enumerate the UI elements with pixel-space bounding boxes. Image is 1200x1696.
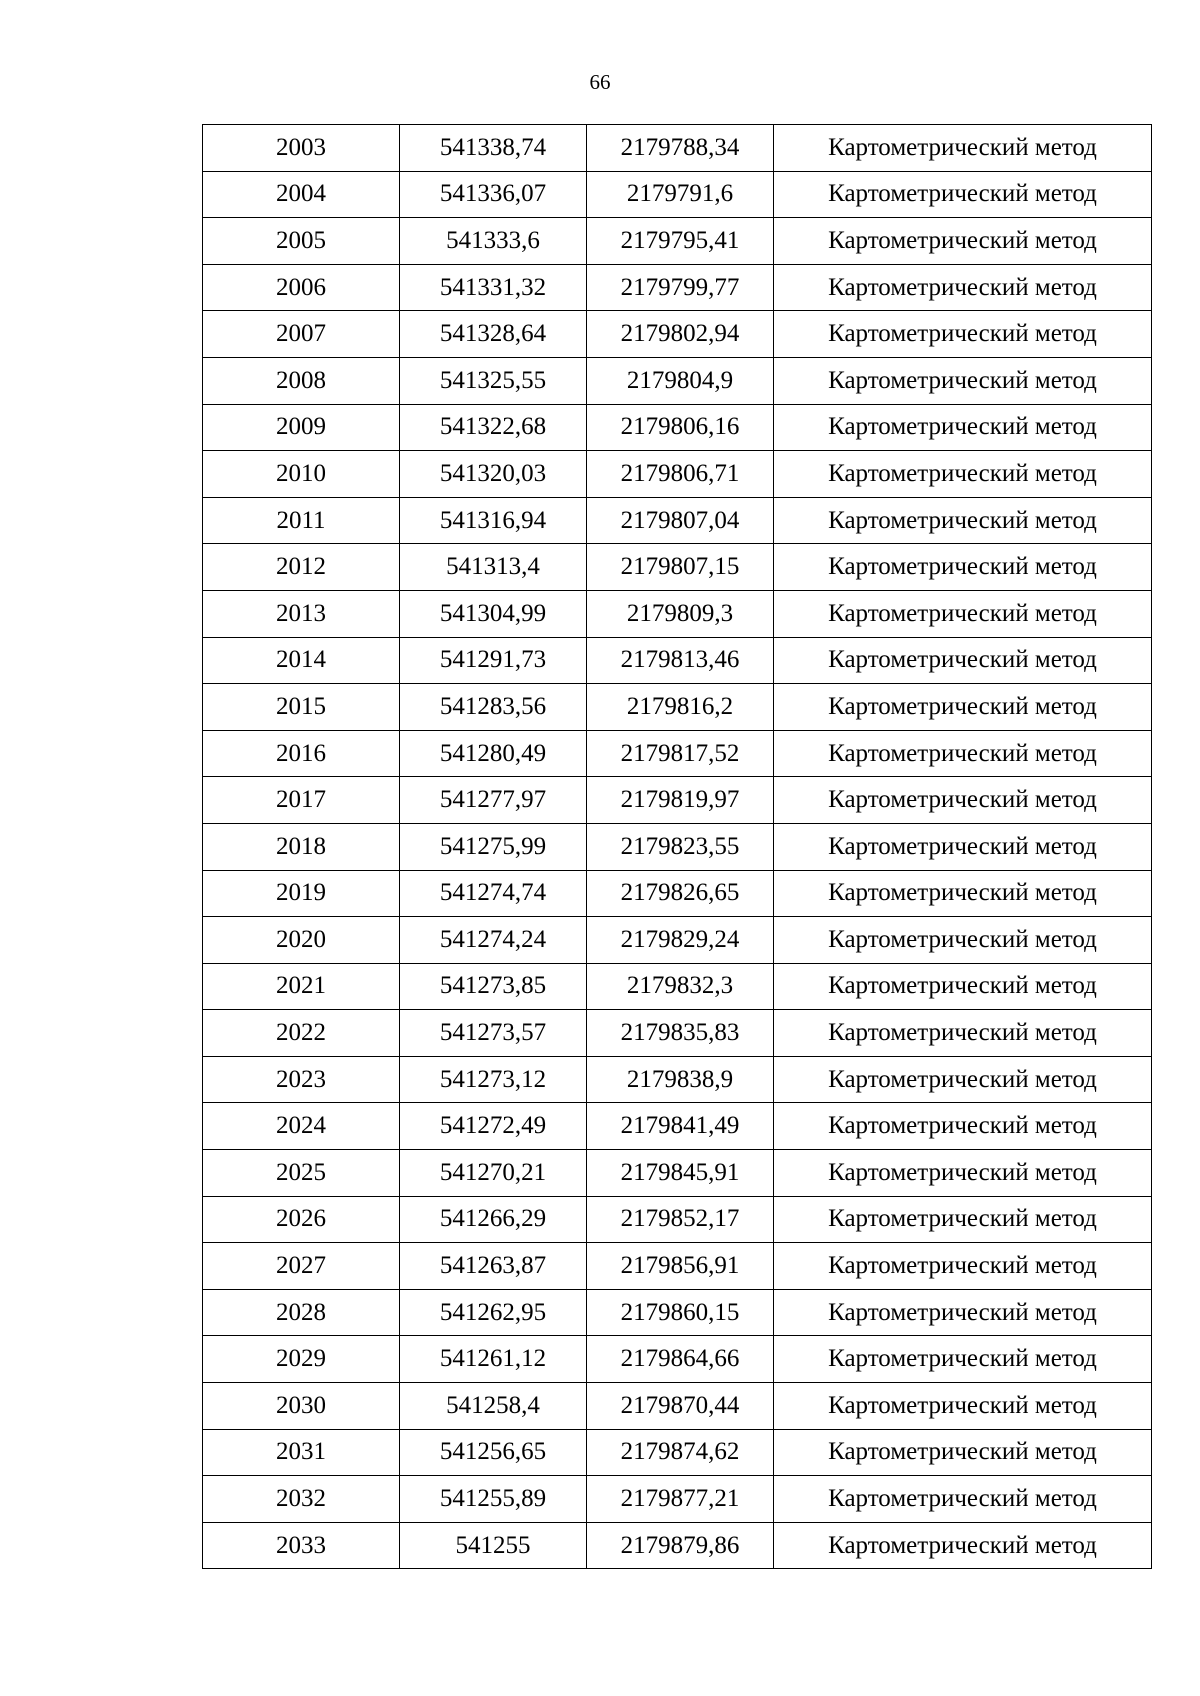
y-coordinate-cell: 2179788,34 [587, 125, 774, 172]
table-row [203, 451, 1152, 498]
method-cell: Картометрический метод [774, 684, 1152, 731]
y-coordinate-cell: 2179841,49 [587, 1103, 774, 1150]
table-row [203, 404, 1152, 451]
point-number-cell: 2017 [203, 777, 400, 824]
table-row [203, 171, 1152, 218]
method-cell: Картометрический метод [774, 1522, 1152, 1569]
point-number-cell: 2028 [203, 1289, 400, 1336]
method-cell: Картометрический метод [774, 125, 1152, 172]
x-coordinate-cell: 541274,24 [400, 917, 587, 964]
method-cell: Картометрический метод [774, 218, 1152, 265]
method-cell: Картометрический метод [774, 1196, 1152, 1243]
x-coordinate-cell: 541256,65 [400, 1429, 587, 1476]
y-coordinate-cell: 2179879,86 [587, 1522, 774, 1569]
table-row [203, 590, 1152, 637]
y-coordinate-cell: 2179802,94 [587, 311, 774, 358]
method-cell: Картометрический метод [774, 730, 1152, 777]
y-coordinate-cell: 2179799,77 [587, 264, 774, 311]
method-cell: Картометрический метод [774, 1429, 1152, 1476]
point-number-cell: 2019 [203, 870, 400, 917]
y-coordinate-cell: 2179807,04 [587, 497, 774, 544]
method-cell: Картометрический метод [774, 264, 1152, 311]
point-number-cell: 2015 [203, 684, 400, 731]
y-coordinate-cell: 2179874,62 [587, 1429, 774, 1476]
table-row [203, 1150, 1152, 1197]
point-number-cell: 2009 [203, 404, 400, 451]
point-number-cell: 2010 [203, 451, 400, 498]
method-cell: Картометрический метод [774, 1103, 1152, 1150]
y-coordinate-cell: 2179864,66 [587, 1336, 774, 1383]
coordinates-table-body [203, 125, 1152, 1569]
point-number-cell: 2005 [203, 218, 400, 265]
table-row [203, 777, 1152, 824]
x-coordinate-cell: 541304,99 [400, 590, 587, 637]
x-coordinate-cell: 541336,07 [400, 171, 587, 218]
method-cell: Картометрический метод [774, 1476, 1152, 1523]
point-number-cell: 2006 [203, 264, 400, 311]
point-number-cell: 2030 [203, 1383, 400, 1430]
x-coordinate-cell: 541338,74 [400, 125, 587, 172]
y-coordinate-cell: 2179816,2 [587, 684, 774, 731]
method-cell: Картометрический метод [774, 1289, 1152, 1336]
point-number-cell: 2032 [203, 1476, 400, 1523]
table-row [203, 870, 1152, 917]
x-coordinate-cell: 541275,99 [400, 823, 587, 870]
table-row [203, 1522, 1152, 1569]
table-row [203, 357, 1152, 404]
y-coordinate-cell: 2179852,17 [587, 1196, 774, 1243]
table-row [203, 1383, 1152, 1430]
table-row [203, 264, 1152, 311]
x-coordinate-cell: 541273,12 [400, 1056, 587, 1103]
point-number-cell: 2021 [203, 963, 400, 1010]
x-coordinate-cell: 541255,89 [400, 1476, 587, 1523]
table-row [203, 684, 1152, 731]
point-number-cell: 2011 [203, 497, 400, 544]
x-coordinate-cell: 541325,55 [400, 357, 587, 404]
method-cell: Картометрический метод [774, 777, 1152, 824]
table-row [203, 125, 1152, 172]
x-coordinate-cell: 541273,57 [400, 1010, 587, 1057]
x-coordinate-cell: 541261,12 [400, 1336, 587, 1383]
x-coordinate-cell: 541333,6 [400, 218, 587, 265]
x-coordinate-cell: 541328,64 [400, 311, 587, 358]
y-coordinate-cell: 2179870,44 [587, 1383, 774, 1430]
table-row [203, 1476, 1152, 1523]
y-coordinate-cell: 2179791,6 [587, 171, 774, 218]
y-coordinate-cell: 2179813,46 [587, 637, 774, 684]
page-number: 66 [589, 70, 611, 94]
x-coordinate-cell: 541283,56 [400, 684, 587, 731]
table-row [203, 1289, 1152, 1336]
table-row [203, 730, 1152, 777]
x-coordinate-cell: 541277,97 [400, 777, 587, 824]
x-coordinate-cell: 541322,68 [400, 404, 587, 451]
point-number-cell: 2033 [203, 1522, 400, 1569]
y-coordinate-cell: 2179829,24 [587, 917, 774, 964]
table-row [203, 1243, 1152, 1290]
point-number-cell: 2008 [203, 357, 400, 404]
x-coordinate-cell: 541316,94 [400, 497, 587, 544]
method-cell: Картометрический метод [774, 544, 1152, 591]
y-coordinate-cell: 2179832,3 [587, 963, 774, 1010]
coordinates-table [202, 124, 1152, 1569]
method-cell: Картометрический метод [774, 870, 1152, 917]
method-cell: Картометрический метод [774, 637, 1152, 684]
table-row [203, 1429, 1152, 1476]
point-number-cell: 2004 [203, 171, 400, 218]
y-coordinate-cell: 2179819,97 [587, 777, 774, 824]
x-coordinate-cell: 541320,03 [400, 451, 587, 498]
table-row [203, 1336, 1152, 1383]
x-coordinate-cell: 541270,21 [400, 1150, 587, 1197]
y-coordinate-cell: 2179806,16 [587, 404, 774, 451]
point-number-cell: 2027 [203, 1243, 400, 1290]
y-coordinate-cell: 2179838,9 [587, 1056, 774, 1103]
y-coordinate-cell: 2179807,15 [587, 544, 774, 591]
table-row [203, 1056, 1152, 1103]
x-coordinate-cell: 541262,95 [400, 1289, 587, 1336]
table-row [203, 218, 1152, 265]
y-coordinate-cell: 2179835,83 [587, 1010, 774, 1057]
y-coordinate-cell: 2179845,91 [587, 1150, 774, 1197]
x-coordinate-cell: 541331,32 [400, 264, 587, 311]
point-number-cell: 2031 [203, 1429, 400, 1476]
table-row [203, 823, 1152, 870]
point-number-cell: 2016 [203, 730, 400, 777]
point-number-cell: 2018 [203, 823, 400, 870]
table-row [203, 917, 1152, 964]
x-coordinate-cell: 541273,85 [400, 963, 587, 1010]
x-coordinate-cell: 541313,4 [400, 544, 587, 591]
x-coordinate-cell: 541274,74 [400, 870, 587, 917]
method-cell: Картометрический метод [774, 1383, 1152, 1430]
method-cell: Картометрический метод [774, 1010, 1152, 1057]
point-number-cell: 2012 [203, 544, 400, 591]
y-coordinate-cell: 2179877,21 [587, 1476, 774, 1523]
y-coordinate-cell: 2179804,9 [587, 357, 774, 404]
method-cell: Картометрический метод [774, 311, 1152, 358]
x-coordinate-cell: 541266,29 [400, 1196, 587, 1243]
method-cell: Картометрический метод [774, 963, 1152, 1010]
point-number-cell: 2024 [203, 1103, 400, 1150]
method-cell: Картометрический метод [774, 451, 1152, 498]
method-cell: Картометрический метод [774, 1056, 1152, 1103]
y-coordinate-cell: 2179826,65 [587, 870, 774, 917]
x-coordinate-cell: 541280,49 [400, 730, 587, 777]
y-coordinate-cell: 2179809,3 [587, 590, 774, 637]
table-row [203, 963, 1152, 1010]
point-number-cell: 2023 [203, 1056, 400, 1103]
x-coordinate-cell: 541258,4 [400, 1383, 587, 1430]
method-cell: Картометрический метод [774, 1243, 1152, 1290]
method-cell: Картометрический метод [774, 590, 1152, 637]
x-coordinate-cell: 541291,73 [400, 637, 587, 684]
method-cell: Картометрический метод [774, 917, 1152, 964]
table-row [203, 497, 1152, 544]
method-cell: Картометрический метод [774, 404, 1152, 451]
table-row [203, 1103, 1152, 1150]
table-row [203, 1010, 1152, 1057]
method-cell: Картометрический метод [774, 823, 1152, 870]
y-coordinate-cell: 2179795,41 [587, 218, 774, 265]
point-number-cell: 2014 [203, 637, 400, 684]
y-coordinate-cell: 2179806,71 [587, 451, 774, 498]
method-cell: Картометрический метод [774, 497, 1152, 544]
point-number-cell: 2020 [203, 917, 400, 964]
y-coordinate-cell: 2179860,15 [587, 1289, 774, 1336]
x-coordinate-cell: 541263,87 [400, 1243, 587, 1290]
table-row [203, 637, 1152, 684]
table-row [203, 544, 1152, 591]
point-number-cell: 2029 [203, 1336, 400, 1383]
method-cell: Картометрический метод [774, 1336, 1152, 1383]
point-number-cell: 2007 [203, 311, 400, 358]
x-coordinate-cell: 541255 [400, 1522, 587, 1569]
table-row [203, 311, 1152, 358]
point-number-cell: 2013 [203, 590, 400, 637]
y-coordinate-cell: 2179856,91 [587, 1243, 774, 1290]
y-coordinate-cell: 2179823,55 [587, 823, 774, 870]
point-number-cell: 2003 [203, 125, 400, 172]
method-cell: Картометрический метод [774, 1150, 1152, 1197]
point-number-cell: 2025 [203, 1150, 400, 1197]
y-coordinate-cell: 2179817,52 [587, 730, 774, 777]
point-number-cell: 2022 [203, 1010, 400, 1057]
table-row [203, 1196, 1152, 1243]
point-number-cell: 2026 [203, 1196, 400, 1243]
method-cell: Картометрический метод [774, 171, 1152, 218]
method-cell: Картометрический метод [774, 357, 1152, 404]
x-coordinate-cell: 541272,49 [400, 1103, 587, 1150]
